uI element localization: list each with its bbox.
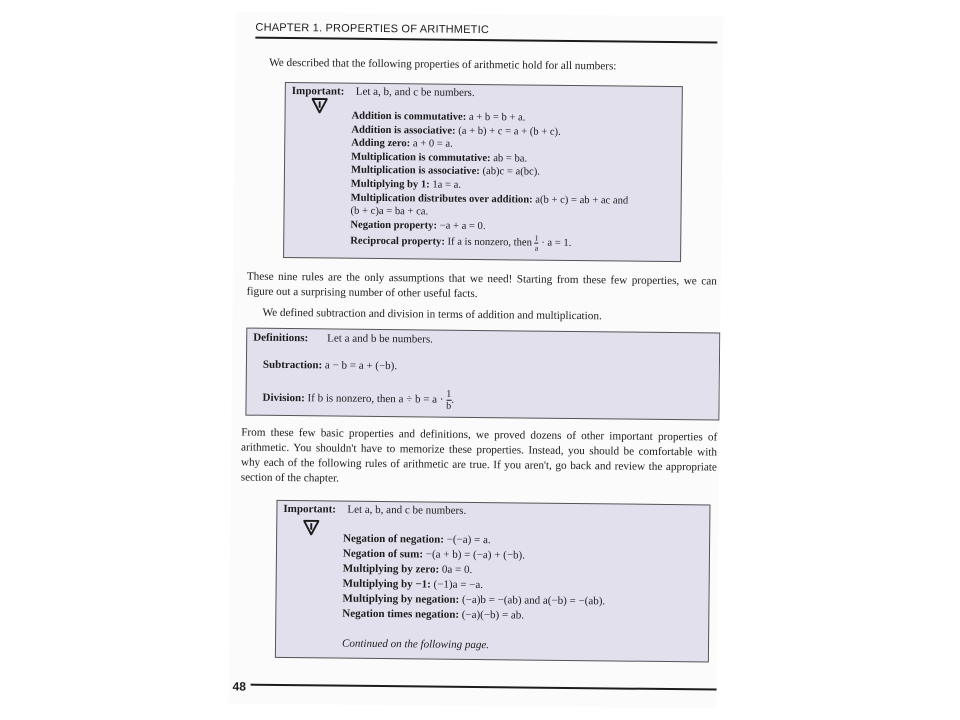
important-tag: Important: xyxy=(291,85,345,98)
rules-paragraph: These nine rules are the only assumptions that we need! Starting from these few properties, we can figure out a surprising number of other useful facts. xyxy=(246,270,717,301)
reciprocal-fraction: $\frac{1}{a}$ xyxy=(534,233,539,253)
page-number: 48 xyxy=(232,679,246,694)
footer-rule xyxy=(251,684,724,691)
important-list-1 xyxy=(350,110,681,255)
rule-line: Multiplying by negation: (−a)b = −(ab) and a(−b) = −(ab). xyxy=(342,592,606,608)
property-line: Multiplication is commutative: ab = ba. xyxy=(351,151,528,165)
property-line: Adding zero: a + 0 = a. xyxy=(351,137,453,150)
defined-paragraph: We defined subtraction and division in terms of addition and multiplication. xyxy=(262,306,602,323)
definitions-intro: Let a and b be numbers. xyxy=(327,332,433,346)
property-line: Multiplication distributes over addition: a(b + c) = ab + ac and xyxy=(350,192,629,207)
subtraction-definition: Subtraction: a − b = a + (−b). xyxy=(262,358,398,373)
property-line: Addition is associative: (a + b) + c = a + (b + c). xyxy=(351,124,561,138)
warning-triangle-icon xyxy=(312,97,328,113)
rule-line: Negation of negation: −(−a) = a. xyxy=(343,532,491,547)
definitions-tag: Definitions: xyxy=(253,331,309,345)
property-line: (b + c)a = ba + ca. xyxy=(350,205,429,218)
property-line: Addition is commutative: a + b = b + a. xyxy=(351,110,526,124)
important-box-1 xyxy=(283,82,683,262)
division-fraction: $\frac{1}{b}$ xyxy=(446,388,452,412)
rule-line: Multiplying by zero: 0a = 0. xyxy=(342,562,473,576)
property-line: Multiplying by 1: 1a = a. xyxy=(350,178,462,191)
warning-triangle-icon xyxy=(303,519,319,535)
important-tag-2: Important: xyxy=(283,502,337,516)
property-line: Multiplication is associative: (ab)c = a(bc). xyxy=(350,165,541,179)
division-definition: Division: If b is nonzero, then a ÷ b = a · $\frac{1}{b}$ . xyxy=(262,388,455,412)
rule-line: Negation of sum: −(a + b) = (−a) + (−b). xyxy=(342,547,526,562)
continued-note: Continued on the following page. xyxy=(341,637,490,652)
book-page xyxy=(228,11,723,708)
chapter-header: CHAPTER 1. PROPERTIES OF ARITHMETIC xyxy=(255,21,490,37)
reciprocal-line: Reciprocal property: If a is nonzero, then $\frac{1}{a}$ · a = 1. xyxy=(350,233,572,253)
important-box-2 xyxy=(275,500,711,663)
intro-paragraph: We described that the following properties of arithmetic hold for all numbers: xyxy=(269,56,617,73)
important-intro: Let a, b, and c be numbers. xyxy=(355,85,475,99)
rule-line: Negation times negation: (−a)(−b) = ab. xyxy=(342,607,525,622)
from-these-paragraph: From these few basic properties and definitions, we proved dozens of other important properties of arithmetic. You shouldn't have to memorize these properties. Instead, you should be comfortable with why each of the following rules of arithmetic are true. If you aren't, go back and review the appropriate section of the chapter. xyxy=(240,426,718,485)
important-intro-2: Let a, b, and c be numbers. xyxy=(347,503,467,517)
rule-line: Multiplying by −1: (−1)a = −a. xyxy=(342,577,484,592)
property-line: Negation property: −a + a = 0. xyxy=(350,219,486,232)
important-list-2 xyxy=(342,532,703,626)
definitions-box xyxy=(245,328,720,421)
